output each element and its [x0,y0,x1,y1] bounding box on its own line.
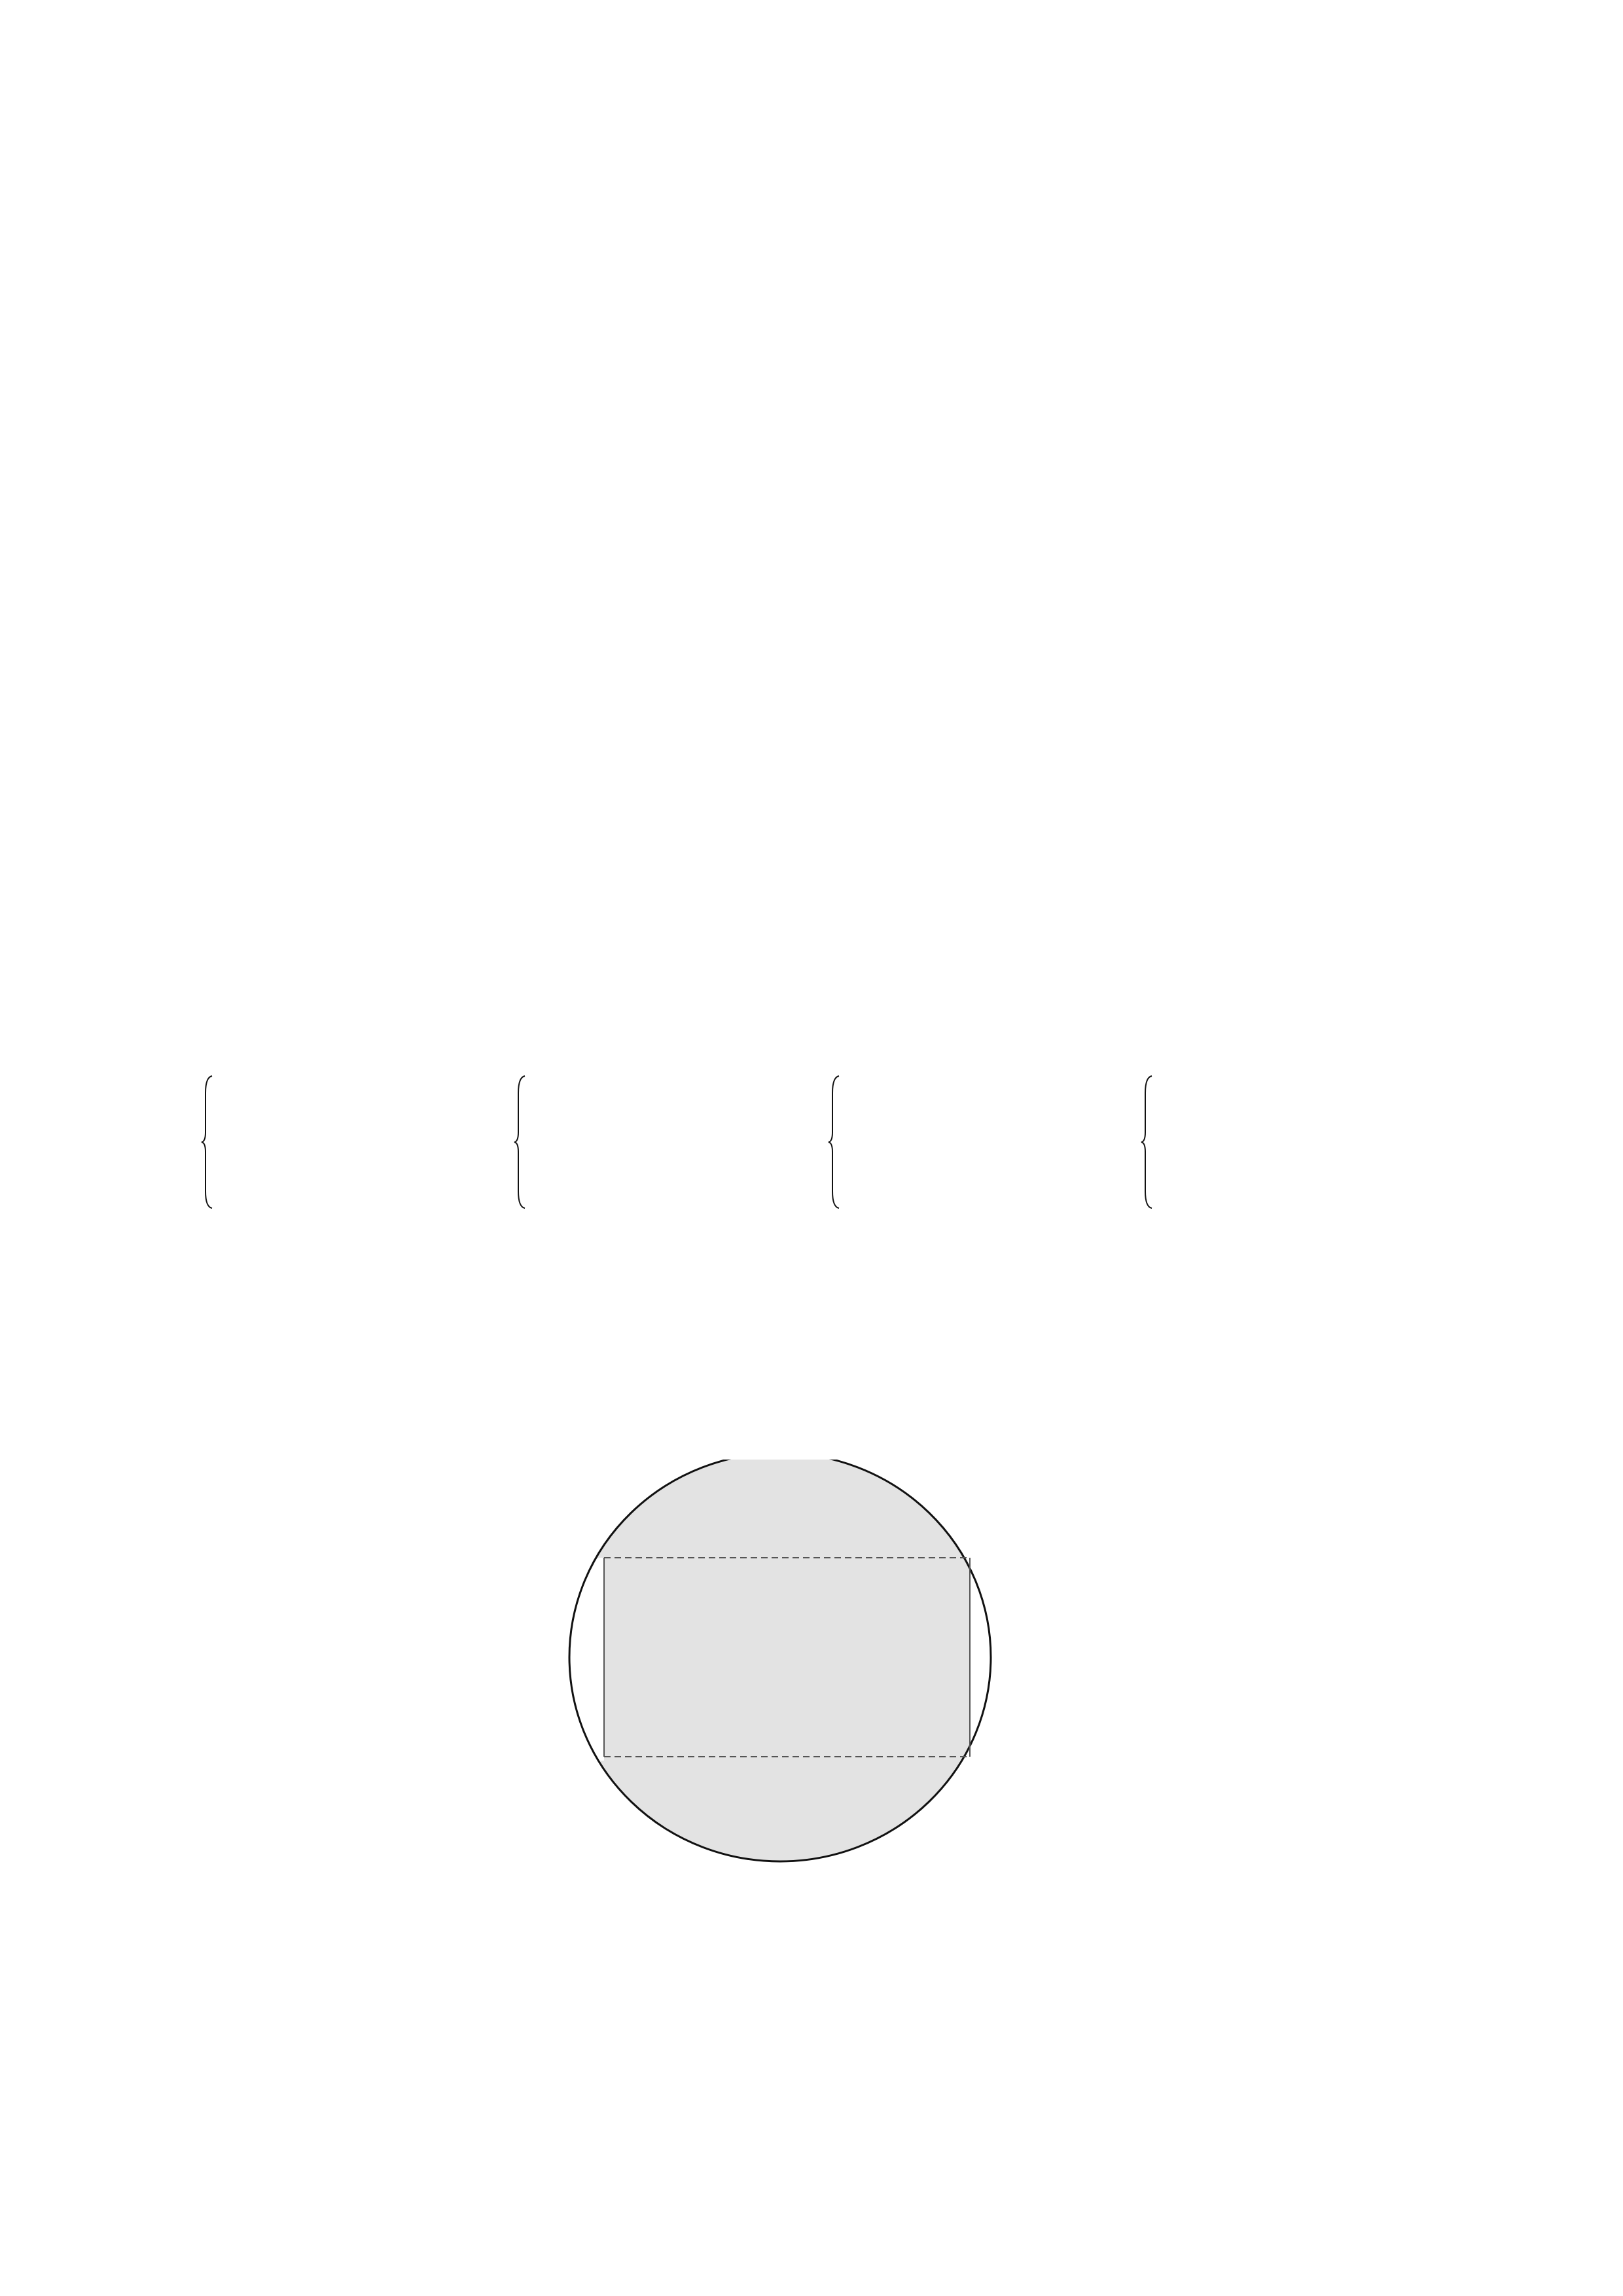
options-44 [157,804,1531,847]
brace-icon [827,1073,842,1211]
options-45 [157,1073,1531,1224]
right-cap [970,1558,1003,1761]
ellipse-figure [524,1460,1034,1865]
brace-icon [200,1073,215,1211]
options-42 [157,293,1531,336]
brace-icon [513,1073,527,1211]
brace-icon [1140,1073,1154,1211]
options-43 [157,491,1531,534]
ellipse-fill [569,1460,991,1861]
